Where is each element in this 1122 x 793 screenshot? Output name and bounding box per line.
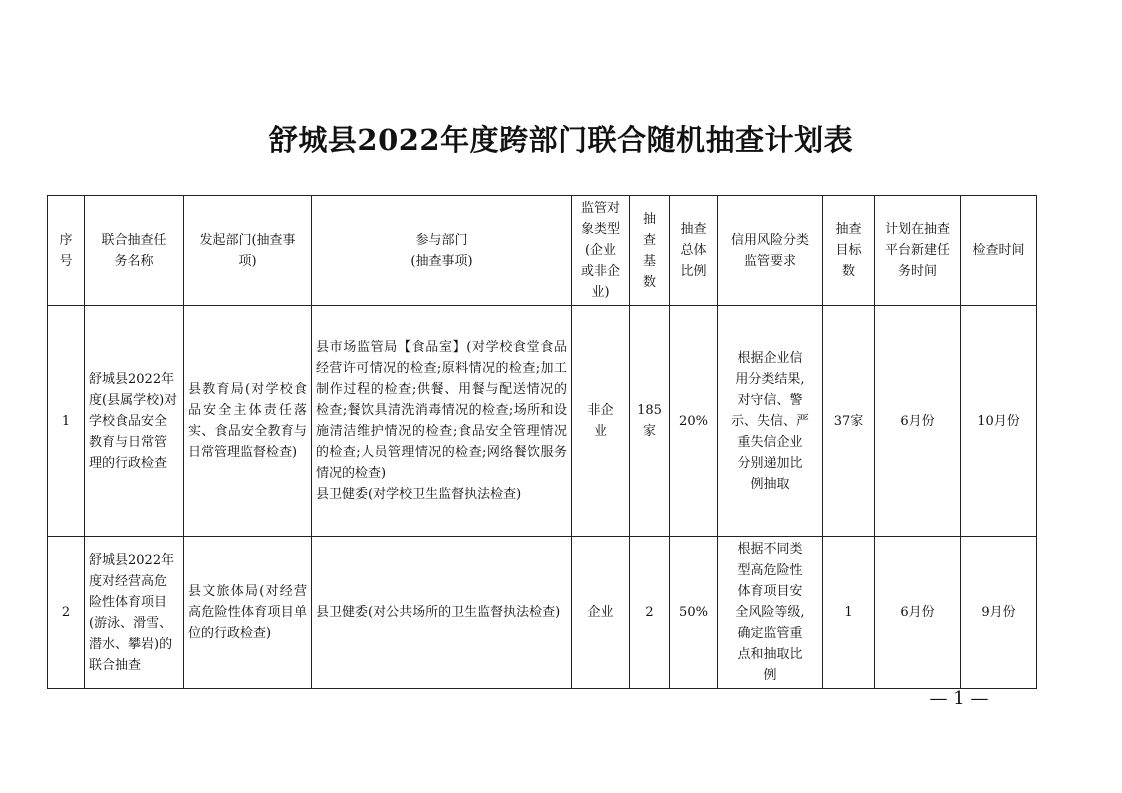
header-check-time: 检查时间: [961, 196, 1037, 306]
table-row: [48, 306, 1037, 537]
table-header-row: [48, 196, 1037, 306]
row-object-type: 企业: [572, 537, 630, 689]
header-credit: 信用风险分类 监管要求: [718, 196, 823, 306]
row-credit: 根据不同类 型高危险性 体育项目安 全风险等级, 确定监管重 点和抽取比 例: [718, 537, 823, 689]
header-create-time: 计划在抽查 平台新建任 务时间: [875, 196, 961, 306]
header-task-name: 联合抽查任 务名称: [85, 196, 184, 306]
row-create-time: 6月份: [875, 306, 961, 537]
row-create-time: 6月份: [875, 537, 961, 689]
row-participants: 县卫健委(对公共场所的卫生监督执法检查): [312, 537, 572, 689]
row-ratio: 20%: [670, 306, 718, 537]
row-check-time: 9月份: [961, 537, 1037, 689]
row-credit: 根据企业信 用分类结果, 对守信、警 示、失信、严 重失信企业 分别递加比 例抽取: [718, 306, 823, 537]
header-participants: 参与部门 (抽查事项): [312, 196, 572, 306]
header-base: 抽 查 基 数: [630, 196, 670, 306]
row-target: 37家: [823, 306, 875, 537]
page-number: — 1 —: [929, 688, 989, 709]
row-initiator: 县文旅体局(对经营高危险性体育项目单位的行政检查): [184, 537, 312, 689]
row-task-name: 舒城县2022年度(县属学校)对学校食品安全教育与日常管理的行政检查: [85, 306, 184, 537]
row-base: 2: [630, 537, 670, 689]
row-no: 1: [48, 306, 85, 537]
header-object-type: 监管对 象类型 (企业 或非企 业): [572, 196, 630, 306]
header-target: 抽查 目标 数: [823, 196, 875, 306]
row-initiator: 县教育局(对学校食品安全主体责任落实、食品安全教育与日常管理监督检查): [184, 306, 312, 537]
row-object-type: 非企 业: [572, 306, 630, 537]
row-target: 1: [823, 537, 875, 689]
row-base: 185 家: [630, 306, 670, 537]
table-row: [48, 537, 1037, 689]
row-no: 2: [48, 537, 85, 689]
header-ratio: 抽查 总体 比例: [670, 196, 718, 306]
row-ratio: 50%: [670, 537, 718, 689]
header-no: 序 号: [48, 196, 85, 306]
page-title: 舒城县2022年度跨部门联合随机抽查计划表: [268, 123, 854, 157]
plan-table: [47, 195, 1037, 689]
row-task-name: 舒城县2022年度对经营高危险性体育项目(游泳、滑雪、潜水、攀岩)的联合抽查: [85, 537, 184, 689]
row-participants: 县市场监管局【食品室】(对学校食堂食品经营许可情况的检查;原料情况的检查;加工制作过程的检查;供餐、用餐与配送情况的检查;餐饮具清洗消毒情况的检查;场所和设施清洁维护情况的检查;食品安全管理情况的检查;人员管理情况的检查;网络餐饮服务情况的检查) 县卫健委(对学校卫生监督执法检查): [312, 306, 572, 537]
header-initiator: 发起部门(抽查事 项): [184, 196, 312, 306]
row-check-time: 10月份: [961, 306, 1037, 537]
